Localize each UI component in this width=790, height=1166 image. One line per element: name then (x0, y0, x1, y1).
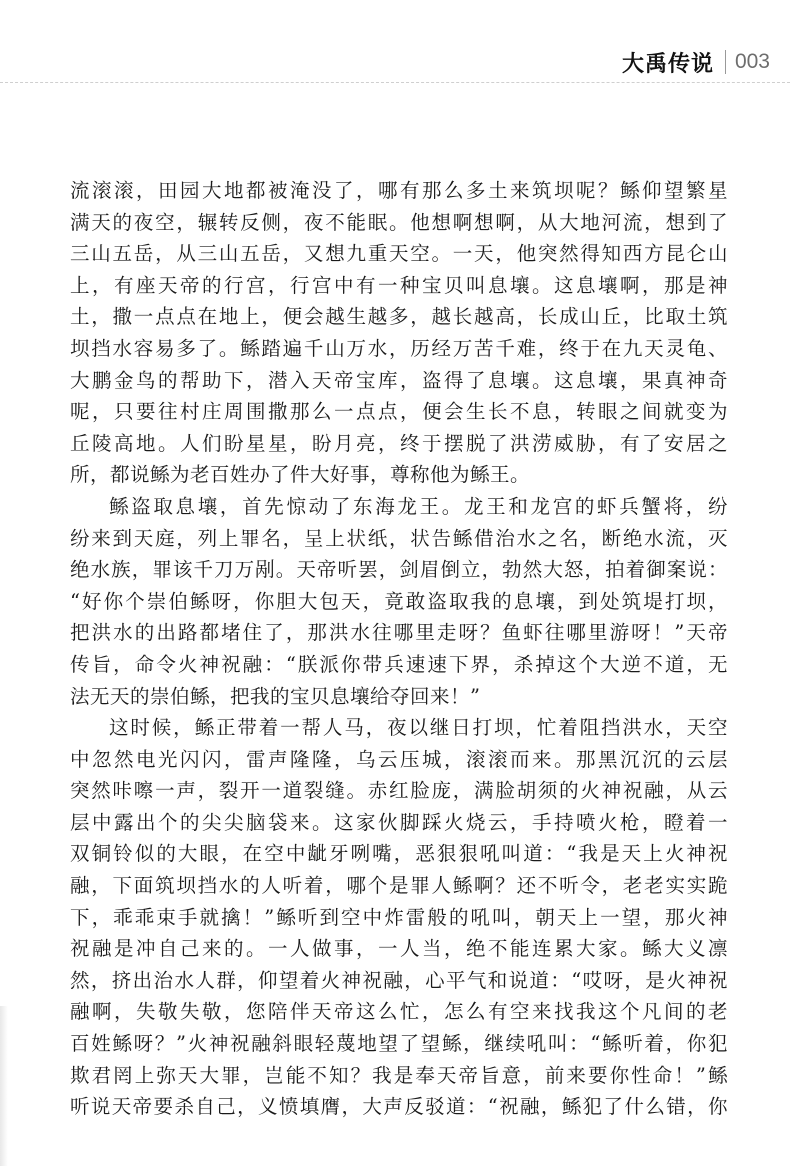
text-line: 层中露出个的尖尖脑袋来。这家伙脚踩火烧云，手持喷火枪，瞪着一 (70, 810, 728, 834)
text-line: 纷来到天庭，列上罪名，呈上状纸，状告鲧借治水之名，断绝水流，灭 (70, 526, 728, 550)
text-line: 中忽然电光闪闪，雷声隆隆，乌云压城，滚滚而来。那黑沉沉的云层 (70, 747, 728, 771)
text-line: 上，有座天帝的行宫，行宫中有一种宝贝叫息壤。这息壤啊，那是神 (70, 273, 728, 297)
text-line: 法无天的崇伯鲧，把我的宝贝息壤给夺回来！” (70, 684, 481, 708)
text-line: 满天的夜空，辗转反侧，夜不能眠。他想啊想啊，从大地河流，想到了 (70, 210, 728, 234)
text-line: 三山五岳，从三山五岳，又想九重天空。一天，他突然得知西方昆仑山 (70, 242, 728, 266)
text-line: 下，乖乖束手就擒！”鲧听到空中炸雷般的吼叫，朝天上一望，那火神 (70, 905, 728, 929)
text-line: 祝融是冲自己来的。一人做事，一人当，绝不能连累大家。鲧大义凛 (70, 937, 728, 961)
text-line: 丘陵高地。人们盼星星，盼月亮，终于摆脱了洪涝威胁，有了安居之 (70, 431, 728, 455)
page-edge-shadow (0, 1006, 8, 1166)
text-line: 所，都说鲧为老百姓办了件大好事，尊称他为鲧王。 (70, 463, 531, 487)
text-line: 传旨，命令火神祝融：“朕派你带兵速速下界，杀掉这个大逆不道，无 (70, 652, 728, 676)
text-line: “好你个崇伯鲧呀，你胆大包天，竟敢盗取我的息壤，到处筑堤打坝， (70, 589, 728, 613)
text-line: 坝挡水容易多了。鲧踏遍千山万水，历经万苦千难，终于在九天灵龟、 (70, 336, 728, 360)
text-line: 融啊，失敬失敬，您陪伴天帝这么忙，怎么有空来找我这个凡间的老 (70, 1000, 728, 1024)
text-line: 把洪水的出路都堵住了，那洪水往哪里走呀？鱼虾往哪里游呀！”天帝 (70, 621, 728, 645)
running-header (622, 44, 770, 80)
text-line: 听说天帝要杀自己，义愤填膺，大声反驳道：“祝融，鲧犯了什么错，你 (70, 1095, 728, 1119)
page-number: 003 (734, 50, 770, 73)
text-line: 大鹏金鸟的帮助下，潜入天帝宝库，盗得了息壤。这息壤，果真神奇 (70, 368, 728, 392)
paragraph-start-line: 鲧盗取息壤，首先惊动了东海龙王。龙王和龙宫的虾兵蟹将，纷 (109, 494, 728, 518)
text-line: 欺君罔上弥天大罪，岂能不知？我是奉天帝旨意，前来要你性命！”鲧 (70, 1063, 728, 1087)
text-line: 融，下面筑坝挡水的人听着，哪个是罪人鲧啊？还不听令，老老实实跪 (70, 874, 728, 898)
header-rule (0, 82, 790, 83)
text-line: 双铜铃似的大眼，在空中龇牙咧嘴，恶狠狠吼叫道：“我是天上火神祝 (70, 842, 728, 866)
text-line: 呢，只要往村庄周围撒那么一点点，便会生长不息，转眼之间就变为 (70, 400, 728, 424)
body-text (70, 175, 728, 1123)
text-line: 绝水族，罪该千刀万剐。天帝听罢，剑眉倒立，勃然大怒，拍着御案说： (70, 558, 728, 582)
header-divider (725, 50, 726, 74)
text-line: 百姓鲧呀？”火神祝融斜眼轻蔑地望了望鲧，继续吼叫：“鲧听着，你犯 (70, 1032, 728, 1056)
book-title: 大禹传说 (621, 51, 714, 77)
text-line: 然，挤出治水人群，仰望着火神祝融，心平气和说道：“哎呀，是火神祝 (70, 968, 728, 992)
paragraph-start-line: 这时候，鲧正带着一帮人马，夜以继日打坝，忙着阻挡洪水，天空 (109, 716, 728, 740)
text-line: 土，撒一点点在地上，便会越生越多，越长越高，长成山丘，比取土筑 (70, 305, 728, 329)
text-line: 突然咔嚓一声，裂开一道裂缝。赤红脸庞，满脸胡须的火神祝融，从云 (70, 779, 728, 803)
text-line: 流滚滚，田园大地都被淹没了，哪有那么多土来筑坝呢？鲧仰望繁星 (70, 179, 728, 202)
